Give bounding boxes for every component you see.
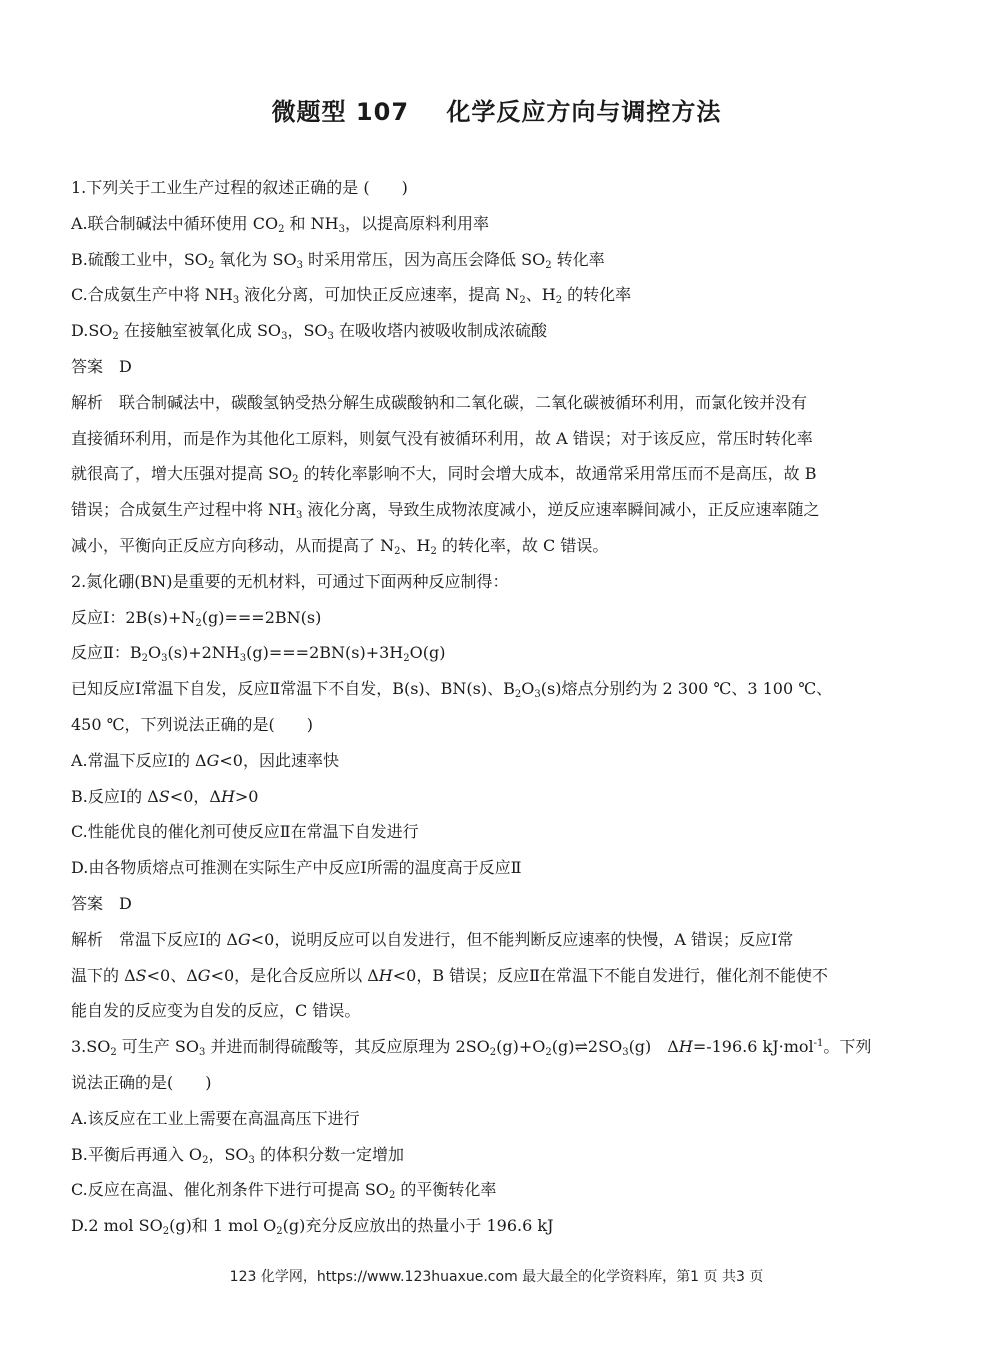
- q3-option-d: D.2 mol $SO_2(g)$和 1 mol $O_2(g)$充分反应放出的热量小于 196.6 kJ: [71, 1216, 554, 1238]
- q2-analysis-line-3: 能自发的反应变为自发的反应，C 错误。: [71, 1001, 361, 1021]
- q2-option-d: D.由各物质熔点可推测在实际生产中反应Ⅰ所需的温度高于反应Ⅱ: [71, 858, 522, 878]
- q3-stem-line-2: 说法正确的是( ): [71, 1072, 212, 1092]
- q3-option-a: A.该反应在工业上需要在高温高压下进行: [71, 1108, 360, 1128]
- q3-option-c: C.反应在高温、催化剂条件下进行可提高 $SO_2$ 的平衡转化率: [71, 1180, 497, 1202]
- q2-option-a: A.常温下反应Ⅰ的 ΔG<0，因此速率快: [71, 750, 339, 770]
- q1-option-b: B.硫酸工业中，$SO_2$ 氧化为 $SO_3$ 时采用常压，因为高压会降低 $SO_2$ 转化率: [71, 249, 605, 271]
- q2-option-b: B.反应Ⅰ的 ΔS<0，ΔH>0: [71, 786, 259, 806]
- q1-answer: 答案 D: [71, 356, 132, 376]
- page-footer: 123 化学网，https://www.123huaxue.com 最大最全的化学资料库，第1 页 共3 页: [229, 1269, 764, 1285]
- title-number: 微题型 107: [271, 98, 410, 126]
- q2-reaction-2: 反应Ⅱ：$B_2O_3(s)+2NH_3(g)===2BN(s)+3H_2O(g)$: [71, 643, 446, 665]
- q2-analysis-line-1: 解析 常温下反应Ⅰ的 ΔG<0，说明反应可以自发进行，但不能判断反应速率的快慢，A 错误；反应Ⅰ常: [71, 929, 794, 949]
- q1-option-d: $D.SO_2$ 在接触室被氧化成 $SO_3$，$SO_3$ 在吸收塔内被吸收制成浓硫酸: [71, 321, 547, 343]
- q1-stem: 1.下列关于工业生产过程的叙述正确的是 ( ): [71, 178, 408, 197]
- q2-stem: 2.氮化硼(BN)是重要的无机材料，可通过下面两种反应制得：: [71, 571, 509, 591]
- q2-answer: 答案 D: [71, 893, 132, 913]
- q2-reaction-1: 反应Ⅰ：$2B(s)+N_2(g)===2BN(s)$: [71, 607, 322, 629]
- q1-option-a: A.联合制碱法中循环使用 $CO_2$ 和 $NH_3$，以提高原料利用率: [71, 213, 489, 235]
- q3-option-b: B.平衡后再通入 $O_2$，$SO_3$ 的体积分数一定增加: [71, 1144, 404, 1166]
- q1-analysis-line-4: 错误；合成氨生产过程中将 $NH_3$ 液化分离，导致生成物浓度减小，逆反应速率瞬间减小，正反应速率随之: [71, 500, 820, 522]
- q1-analysis-line-3: 就很高了，增大压强对提高 $SO_2$ 的转化率影响不大，同时会增大成本，故通常采用常压而不是高压，故 B: [71, 464, 817, 486]
- q3-stem-line-1: $3.SO_2$ 可生产 $SO_3$ 并进而制得硫酸等，其反应原理为 $2SO_2(g)+O_2(g)\rightleftharpoons 2SO_3(g)$ ΔH=-196.6 kJ·mol$^{-1}$。下列: [71, 1037, 872, 1059]
- q1-option-c: C.合成氨生产中将 $NH_3$ 液化分离，可加快正反应速率，提高 $N_2$、$H_2$ 的转化率: [71, 285, 632, 307]
- q2-known-line-1: 已知反应Ⅰ常温下自发，反应Ⅱ常温下不自发，B(s)、BN(s)、$B_2O_3(s)$熔点分别约为 2 300 ℃、3 100 ℃、: [71, 679, 833, 701]
- q1-analysis-line-5: 减小，平衡向正反应方向移动，从而提高了 $N_2$、$H_2$ 的转化率，故 C 错误。: [71, 535, 609, 557]
- page-title: [0, 92, 993, 127]
- q2-known-line-2: 450 ℃，下列说法正确的是( ): [71, 714, 314, 734]
- q2-option-c: C.性能优良的催化剂可使反应Ⅱ在常温下自发进行: [71, 822, 419, 842]
- q1-analysis-line-2: 直接循环利用，而是作为其他化工原料，则氨气没有被循环利用，故 A 错误；对于该反应，常压时转化率: [71, 428, 813, 448]
- q2-analysis-line-2: 温下的 ΔS<0、ΔG<0，是化合反应所以 ΔH<0，B 错误；反应Ⅱ在常温下不能自发进行，催化剂不能使不: [71, 965, 829, 985]
- q1-analysis-line-1: 解析 联合制碱法中，碳酸氢钠受热分解生成碳酸钠和二氧化碳，二氧化碳被循环利用，而氯化铵并没有: [71, 392, 808, 412]
- title-text: 化学反应方向与调控方法: [446, 98, 722, 126]
- document-body: [71, 170, 923, 1244]
